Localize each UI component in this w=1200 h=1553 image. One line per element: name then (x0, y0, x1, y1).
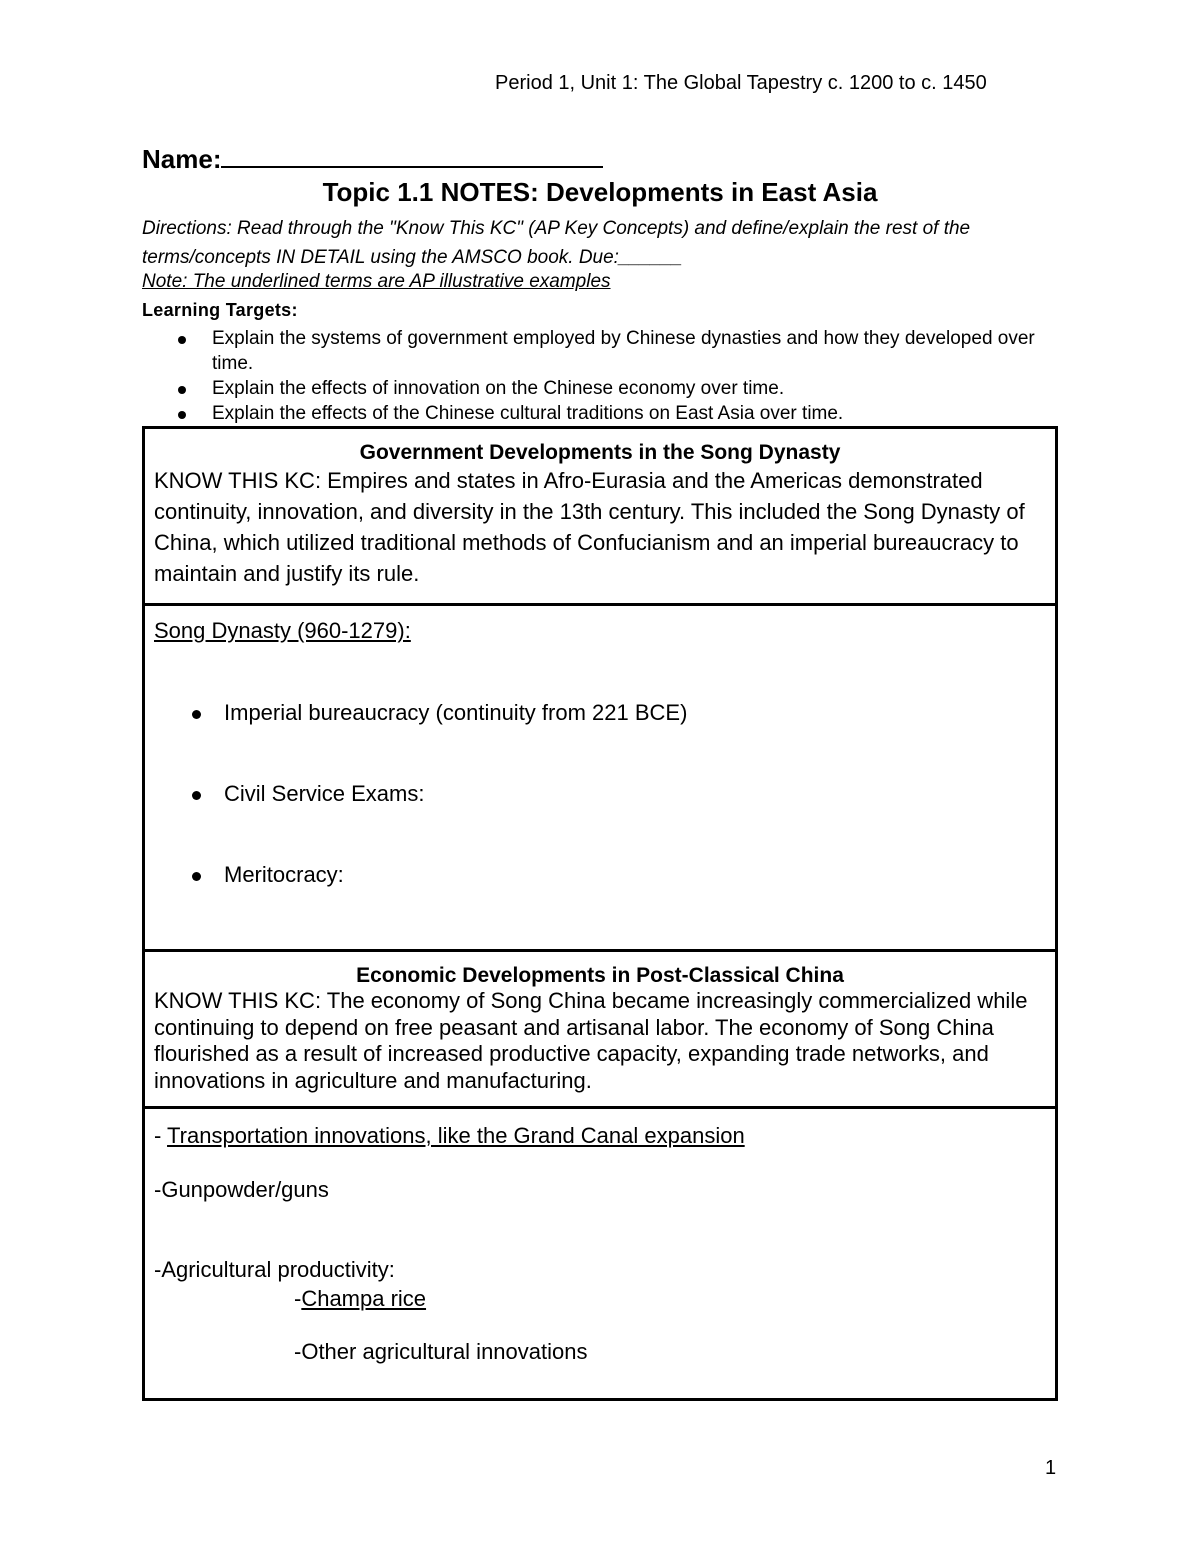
government-kc-text: KNOW THIS KC: Empires and states in Afro-Eurasia and the Americas demonstrated continuity, innovation, and diversity in the 13th century. This included the Song Dynasty of China, which utilized traditional methods of Confucianism and an imperial bureaucracy to maintain and justify its rule. (154, 468, 1025, 586)
note: Note: The underlined terms are AP illustrative examples (142, 271, 611, 292)
champa-rice-line: -Champa rice (294, 1286, 427, 1311)
directions: Directions: Read through the "Know This KC" (AP Key Concepts) and define/explain the rest of the terms/concepts IN DETAIL using the AMSCO book. Due:______ (142, 218, 971, 268)
learning-targets-title: Learning Targets: (142, 300, 298, 320)
learning-target-item: Explain the effects of the Chinese cultural traditions on East Asia over time. (142, 401, 1042, 426)
bullet-icon (178, 336, 186, 344)
learning-target-item: Explain the systems of government employed by Chinese dynasties and how they developed over time. (142, 326, 1042, 376)
bullet-icon (192, 872, 201, 881)
learning-target-item: Explain the effects of innovation on the Chinese economy over time. (142, 376, 1042, 401)
page-number: 1 (1045, 1457, 1057, 1479)
song-dynasty-notes-box[interactable]: Song Dynasty (960-1279): Imperial bureaucracy (continuity from 221 BCE) Civil Service Exams: Meritocracy: (142, 603, 1058, 952)
government-section-title: Government Developments in the Song Dynasty (359, 441, 841, 464)
learning-targets-list (142, 326, 1042, 426)
economic-kc-box (142, 949, 1058, 1109)
page-title: Topic 1.1 NOTES: Developments in East Asia (322, 177, 878, 207)
transport-line: - Transportation innovations, like the Grand Canal expansion (154, 1123, 745, 1148)
page-header: Period 1, Unit 1: The Global Tapestry c. 1200 to c. 1450 (495, 72, 987, 94)
other-agri-line: -Other agricultural innovations (294, 1339, 588, 1364)
bullet-icon (192, 791, 201, 800)
name-blank-line[interactable] (221, 142, 603, 168)
song-dynasty-heading: Song Dynasty (960-1279): (154, 618, 411, 643)
name-label: Name: (142, 144, 222, 174)
gunpowder-line: -Gunpowder/guns (154, 1177, 329, 1202)
government-kc-box (142, 426, 1058, 606)
bullet-icon (178, 411, 186, 419)
name-field (142, 142, 603, 175)
economic-kc-text: KNOW THIS KC: The economy of Song China became increasingly commercialized while continuing to depend on free peasant and artisanal labor. The economy of Song China flourished as a result of increased productive capacity, expanding trade networks, and innovations in agriculture and manufacturing. (154, 988, 1028, 1093)
bullet-icon (178, 386, 186, 394)
economic-section-title: Economic Developments in Post-Classical China (356, 964, 844, 987)
bullet-icon (192, 710, 201, 719)
agri-line: -Agricultural productivity: (154, 1257, 395, 1282)
economic-notes-box[interactable] (142, 1106, 1058, 1401)
